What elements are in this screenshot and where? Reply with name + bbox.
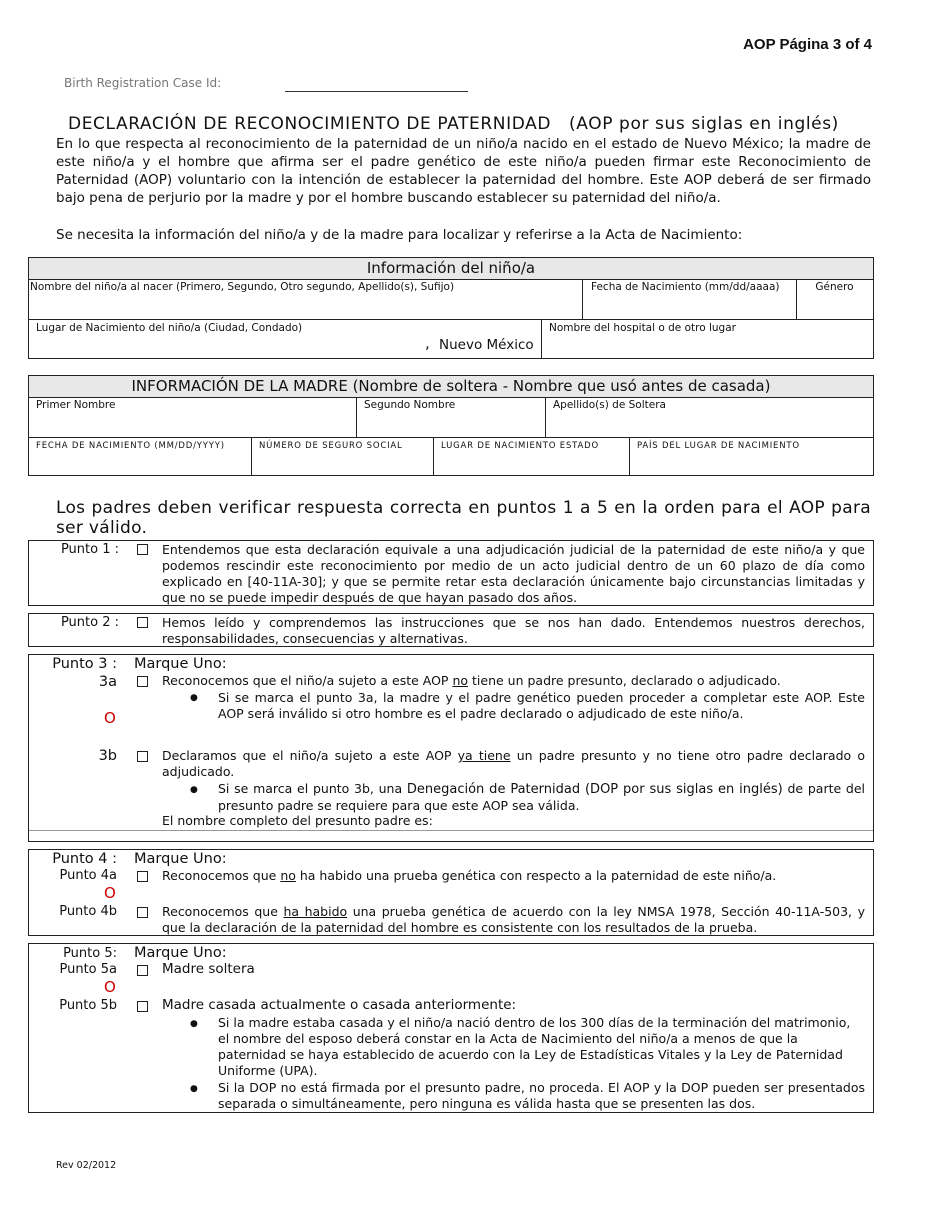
divider [29,830,873,831]
point2-checkbox[interactable] [137,617,148,628]
point2-label: Punto 2 : [60,615,119,630]
point3a-label: 3a [98,674,117,690]
point5a-text: Madre soltera [162,961,255,977]
mother-birth-country-label: PAÍS DEL LUGAR DE NACIMIENTO [637,441,800,451]
page-label: AOP Página 3 of 4 [743,36,872,53]
point5a-label: Punto 5a [59,962,117,977]
mother-info-table [28,375,874,476]
bullet-icon: ● [190,1019,198,1029]
point3b-bullet: Si se marca el punto 3b, una Denegación de Paternidad (DOP por sus siglas en inglés) de parte del presunto padre se requiere para que este AOP sea válida. [218,781,866,813]
point3-label: Punto 3 : [52,656,117,672]
mother-ssn-field[interactable] [252,438,434,475]
child-dob-label: Fecha de Nacimiento (mm/dd/aaaa) [591,281,780,293]
point4b-text: Reconocemos que ha habido una prueba genética de acuerdo con la ley NMSA 1978, Sección 40-11A-503, y que la declaración de la paternidad del hombre es consistente con los resultados de la prueba. [162,904,865,935]
point3b-label: 3b [98,748,117,764]
point3-box [28,654,874,842]
mother-last-name-label: Apellido(s) de Soltera [553,399,666,411]
mother-middle-name-label: Segundo Nombre [364,399,456,411]
case-id-input[interactable] [285,91,468,92]
form-title: DECLARACIÓN DE RECONOCIMIENTO DE PATERNIDAD (AOP por sus siglas en inglés) [68,114,839,134]
hospital-label: Nombre del hospital o de otro lugar [549,322,736,334]
case-id-label: Birth Registration Case Id: [64,76,222,90]
point3a-checkbox[interactable] [137,676,148,687]
point5-marque: Marque Uno: [134,945,227,961]
bullet-icon: ● [190,785,198,795]
state-name: Nuevo México [439,337,534,353]
child-birthplace-field[interactable] [29,320,542,358]
point5b-bullet2: Si la DOP no está firmada por el presunto padre, no proceda. El AOP y la DOP pueden ser presentados separada o simultáneamente, pero ninguna es válida hasta que se presenten las dos. [218,1080,865,1111]
point5b-text: Madre casada actualmente o casada anteriormente: [162,997,517,1013]
point5b-checkbox[interactable] [137,1001,148,1012]
mother-first-name-label: Primer Nombre [36,399,116,411]
point3a-text: Reconocemos que el niño/a sujeto a este AOP no tiene un padre presunto, declarado o adjudicado. [162,673,781,688]
child-gender-label: Género [815,281,854,293]
point1-box [28,540,874,606]
point5-or: O [104,978,116,996]
child-name-label: Nombre del niño/a al nacer (Primero, Segundo, Otro segundo, Apellido(s), Sufijo) [30,281,455,293]
mother-birth-state-label: LUGAR DE NACIMIENTO ESTADO [441,441,599,451]
point4-box [28,849,874,936]
point5b-bullet1: Si la madre estaba casada y el niño/a nació dentro de los 300 días de la terminación del matrimonio, el nombre del esposo deberá constar en la Acta de Nacimiento del niño/a a menos de que la paternidad se haya establecido de acuerdo con la Ley de Estadísticas Vitales y la Ley de Paternidad Uniforme (UPA). [218,1015,851,1078]
mother-dob-field[interactable] [29,438,252,475]
presumed-father-label: El nombre completo del presunto padre es: [162,813,433,828]
point4a-checkbox[interactable] [137,871,148,882]
bullet-icon: ● [190,693,198,703]
mother-birth-country-field[interactable] [630,438,872,475]
child-dob-field[interactable] [583,279,797,319]
point4-or: O [104,884,116,902]
point3-or: O [104,709,116,727]
child-gender-field[interactable] [797,279,872,319]
point3a-bullet: Si se marca el punto 3a, la madre y el padre genético pueden proceder a completar este AOP. Este AOP será inválido si otro hombre es el padre declarado o adjudicado de este niño/a. [218,690,865,721]
point3b-text: Declaramos que el niño/a sujeto a este AOP ya tiene un padre presunto y no tiene otro padre declarado o adjudicado. [162,748,865,779]
point5b-label: Punto 5b [59,998,117,1013]
point1-checkbox[interactable] [137,544,148,555]
point4b-label: Punto 4b [59,904,117,919]
comma: , [425,334,430,352]
child-info-table [28,257,874,359]
point4a-label: Punto 4a [59,868,117,883]
intro-paragraph: En lo que respecta al reconocimiento de la paternidad de un niño/a nacido en el estado de Nuevo México; la madre de este niño/a y el hombre que afirma ser el padre genético de este niño/a pueden firmar este Reconocimiento de Paternidad (AOP) voluntario con la intención de establecer la paternidad del hombre. Este AOP deberá de ser firmado bajo pena de perjurio por la madre y por el hombre buscando establecer su paternidad del niño/a. [56,136,871,206]
mother-birth-state-field[interactable] [434,438,630,475]
bullet-icon: ● [190,1084,198,1094]
mother-info-header: INFORMACIÓN DE LA MADRE (Nombre de soltera - Nombre que usó antes de casada) [29,376,873,398]
mother-first-name-field[interactable] [29,397,357,437]
point4a-text: Reconocemos que no ha habido una prueba genética con respecto a la paternidad de este niño/a. [162,868,777,883]
point2-text: Hemos leído y comprendemos las instrucciones que se nos han dado. Entendemos nuestros derechos, responsabilidades, consecuencias y alternativas. [162,615,865,646]
point5-label: Punto 5: [63,946,117,961]
point2-box [28,613,874,647]
verify-text: Los padres deben verificar respuesta correcta en puntos 1 a 5 en la orden para el AOP para ser válido. [56,498,871,538]
point1-label: Punto 1 : [60,542,119,557]
point5-box [28,943,874,1113]
mother-middle-name-field[interactable] [357,397,546,437]
mother-dob-label: FECHA DE NACIMIENTO (MM/DD/YYYY) [36,441,225,451]
point5a-checkbox[interactable] [137,965,148,976]
child-name-field[interactable] [29,279,583,319]
point1-text: Entendemos que esta declaración equivale a una adjudicación judicial de la paternidad de este niño/a y que podemos rescindir este reconocimiento por medio de un acto judicial dentro de un 60 plazo de día como explicado en [40-11A-30]; y que se permite retar esta declaración únicamente bajo circunstancias limitadas y que no se puede impedir después de que hayan pasado dos años. [162,542,865,605]
child-birthplace-label: Lugar de Nacimiento del niño/a (Ciudad, Condado) [36,322,303,334]
mother-last-name-field[interactable] [546,397,872,437]
mother-ssn-label: NÚMERO DE SEGURO SOCIAL [259,441,403,451]
revision-label: Rev 02/2012 [56,1160,117,1171]
hospital-field[interactable] [542,320,872,358]
info-needed-text: Se necesita la información del niño/a y de la madre para localizar y referirse a la Acta de Nacimiento: [56,227,743,243]
point3b-checkbox[interactable] [137,751,148,762]
point3-marque: Marque Uno: [134,656,227,672]
child-info-header: Información del niño/a [29,258,873,280]
point4-marque: Marque Uno: [134,851,227,867]
point4-label: Punto 4 : [52,851,117,867]
point4b-checkbox[interactable] [137,907,148,918]
